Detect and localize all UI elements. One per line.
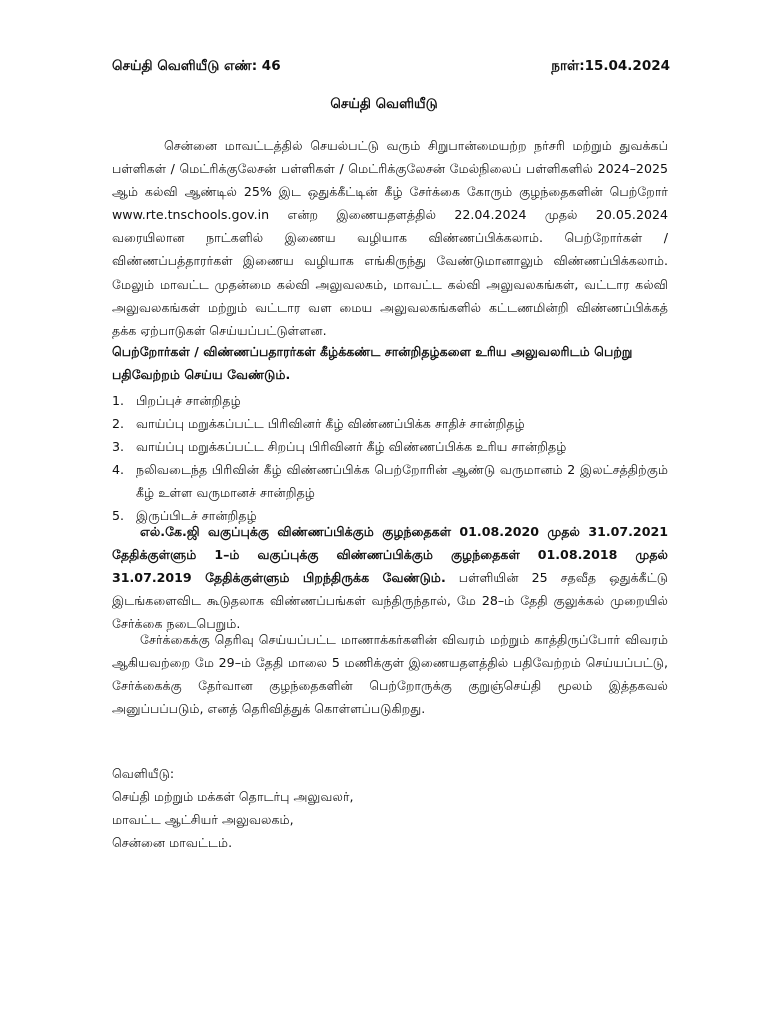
list-item-text: இருப்பிடச் சான்றிதழ்: [136, 508, 257, 524]
list-item-number: 1.: [112, 393, 125, 408]
issuer-block: [112, 762, 354, 854]
release-date: நாள்:15.04.2024: [551, 58, 670, 74]
paragraph-selection: சேர்க்கைக்கு தெரிவு செய்யப்பட்ட மாணாக்கர்களின் விவரம் மற்றும் காத்திருப்போர் விவரம் ஆகியவற்றை மே 29–ம் தேதி மாலை 5 மணிக்குள் இணையதளத்தில் பதிவேற்றம் செய்யப்பட்டு, சேர்க்கைக்கு தேர்வான குழந்தைகளின் பெற்றோருக்கு குறுஞ்செய்தி மூலம் இத்தகவல் அனுப்பப்படும், எனத் தெரிவித்துக் கொள்ளப்படுகிறது.: [112, 632, 668, 717]
issuer-district: சென்னை மாவட்டம்.: [112, 835, 233, 851]
issuer-label: வெளியீடு:: [112, 766, 175, 781]
list-item-text: பிறப்புச் சான்றிதழ்: [136, 393, 241, 408]
list-item-number: 4.: [112, 462, 125, 478]
list-item: [112, 458, 668, 504]
eligibility-dates: எல்.கே.ஜி வகுப்புக்கு விண்ணப்பிக்கும் குழந்தைகள் 01.08.2020 முதல் 31.07.2021 தேதிக்குள்ளும் 1–ம் வகுப்புக்கு விண்ணப்பிக்கும் குழந்தைகள் 01.08.2018 முதல் 31.07.2019 தேதிக்குள்ளும் பிறந்திருக்க வேண்டும்.: [112, 524, 668, 586]
document-title: செய்தி வெளியீடு: [330, 96, 438, 112]
list-item: [112, 389, 668, 412]
issuer-officer: செய்தி மற்றும் மக்கள் தொடர்பு அலுவலர்,: [112, 789, 354, 805]
list-item-number: 5.: [112, 508, 125, 524]
list-item-text: வாய்ப்பு மறுக்கப்பட்ட சிறப்பு பிரிவினர் கீழ் விண்ணப்பிக்க உரிய சான்றிதழ்: [136, 439, 567, 455]
list-item-text: வாய்ப்பு மறுக்கப்பட்ட பிரிவினர் கீழ் விண்ணப்பிக்க சாதிச் சான்றிதழ்: [136, 416, 525, 432]
release-number: செய்தி வெளியீடு எண்: 46: [112, 58, 281, 74]
list-item-text: நலிவடைந்த பிரிவின் கீழ் விண்ணப்பிக்க பெற்றோரின் ஆண்டு வருமானம் 2 இலட்சத்திற்கும் கீழ் உள்ள வருமானச் சான்றிதழ்: [136, 462, 668, 501]
paragraph-eligibility: [112, 520, 668, 635]
paragraph-intro: சென்னை மாவட்டத்தில் செயல்பட்டு வரும் சிறுபான்மையற்ற நர்சரி மற்றும் துவக்கப் பள்ளிகள் / மெட்ரிக்குலேசன் பள்ளிகள் / மெட்ரிக்குலேசன் மேல்நிலைப் பள்ளிகளில் 2024–2025 ஆம் கல்வி ஆண்டில் 25% இட ஒதுக்கீட்டின் கீழ் சேர்க்கை கோரும் குழந்தைகளின் பெற்றோர் www.rte.tnschools.gov.in என்ற இணையதளத்தில் 22.04.2024 முதல் 20.05.2024 வரையிலான நாட்களில் இணைய வழியாக விண்ணப்பிக்கலாம். பெற்றோர்கள் / விண்ணப்பத்தாரர்கள் இணைய வழியாக எங்கிருந்து வேண்டுமானாலும் விண்ணப்பிக்கலாம். மேலும் மாவட்ட முதன்மை கல்வி அலுவலகம், மாவட்ட கல்வி அலுவலகங்கள், வட்டார கல்வி அலுவலகங்கள் மற்றும் வட்டார வள மைய அலுவலகங்களில் கட்டணமின்றி விண்ணப்பிக்கத் தக்க ஏற்பாடுகள் செய்யப்பட்டுள்ளன.: [112, 138, 668, 338]
paragraph-certificates-heading: பெற்றோர்கள் / விண்ணப்பதாரர்கள் கீழ்க்கண்ட சான்றிதழ்களை உரிய அலுவலரிடம் பெற்று பதிவேற்றம் செய்ய வேண்டும்.: [112, 344, 633, 383]
issuer-office: மாவட்ட ஆட்சியர் அலுவலகம்,: [112, 812, 294, 828]
document-header: [112, 58, 670, 76]
lottery-info: பள்ளியின் 25 சதவீத ஒதுக்கீட்டு இடங்களைவிட கூடுதலாக விண்ணப்பங்கள் வந்திருந்தால், மே 28–ம் தேதி குலுக்கல் முறையில் சேர்க்கை நடைபெறும்.: [112, 570, 668, 632]
list-item: [112, 435, 668, 458]
certificate-list: [112, 389, 668, 528]
list-item: [112, 412, 668, 435]
list-item-number: 3.: [112, 439, 125, 455]
list-item-number: 2.: [112, 416, 125, 432]
